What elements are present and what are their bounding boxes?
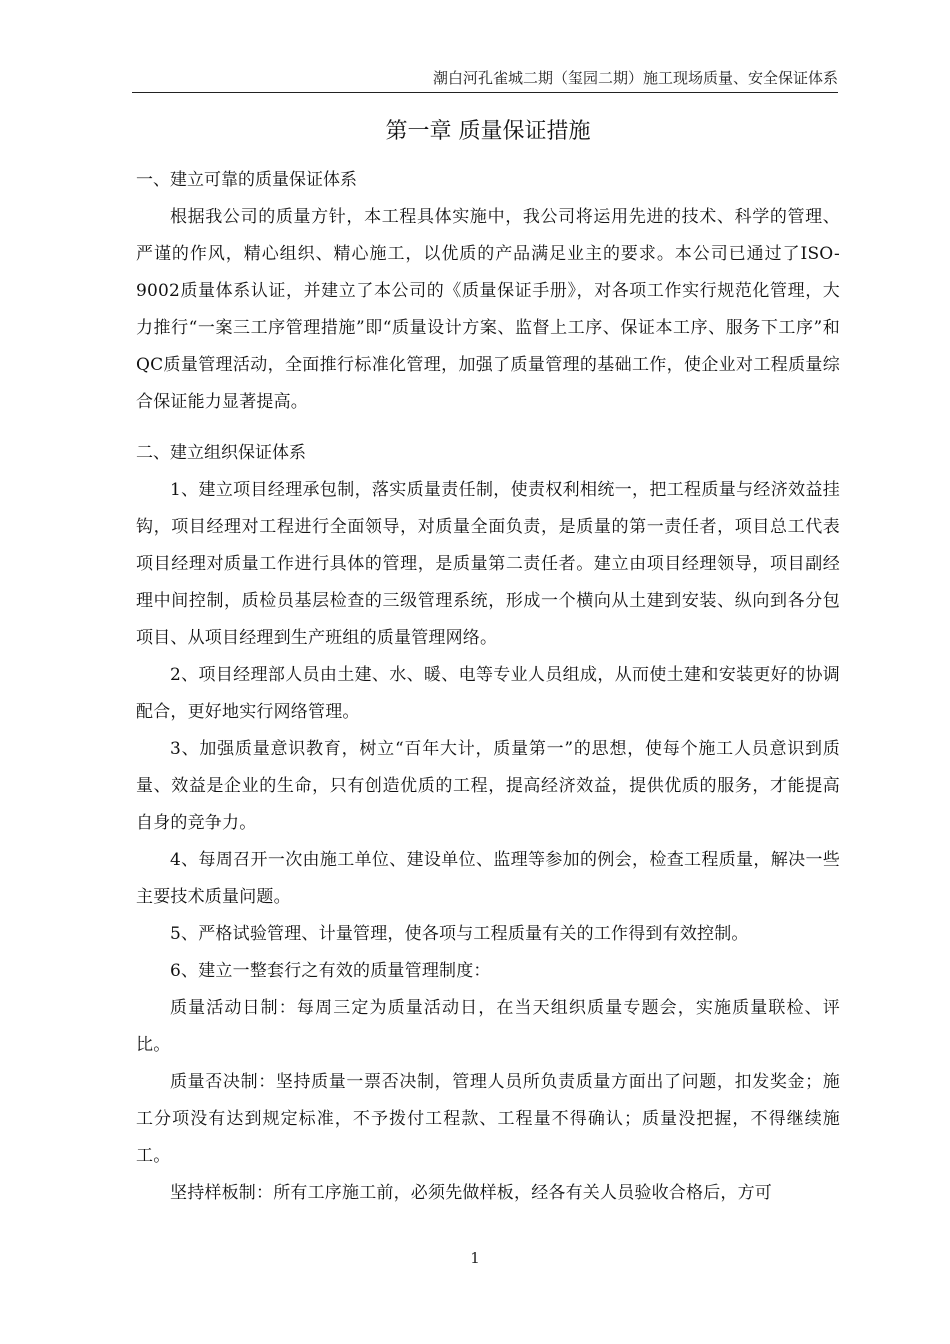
paragraph-quality-veto: 质量否决制：坚持质量一票否决制，管理人员所负责质量方面出了问题，扣发奖金；施工分项没有达到规定标准，不予拨付工程款、工程量不得确认；质量没把握，不得继续施工。 [136, 1072, 840, 1166]
section-heading-quality-system: 一、建立可靠的质量保证体系 [136, 170, 357, 190]
section-gap [136, 421, 840, 435]
paragraph: 根据我公司的质量方针，本工程具体实施中，我公司将运用先进的技术、科学的管理、严谨的作风，精心组织、精心施工，以优质的产品满足业主的要求。本公司已通过了ISO-9002质量体系认证，并建立了本公司的《质量保证手册》，对各项工作实行规范化管理，大力推行“一案三工序管理措施”即“质量设计方案、监督上工序、保证本工序、服务下工序”和QC质量管理活动，全面推行标准化管理，加强了质量管理的基础工作，使企业对工程质量综合保证能力显著提高。 [136, 207, 840, 412]
paragraph-sample-system: 坚持样板制：所有工序施工前，必须先做样板，经各有关人员验收合格后，方可 [170, 1183, 772, 1203]
paragraph-item-6: 6、建立一整套行之有效的质量管理制度： [170, 961, 491, 981]
page-number: 1 [470, 1249, 480, 1267]
document-body [136, 110, 840, 1212]
section-heading-organization-system: 二、建立组织保证体系 [136, 443, 306, 463]
chapter-title: 第一章 质量保证措施 [385, 119, 591, 144]
running-header: 潮白河孔雀城二期（玺园二期）施工现场质量、安全保证体系 [132, 66, 838, 93]
paragraph-item-2: 2、项目经理部人员由土建、水、暖、电等专业人员组成，从而使土建和安装更好的协调配合，更好地实行网络管理。 [136, 665, 840, 722]
paragraph-item-3: 3、加强质量意识教育，树立“百年大计，质量第一”的思想，使每个施工人员意识到质量、效益是企业的生命，只有创造优质的工程，提高经济效益，提供优质的服务，才能提高自身的竞争力。 [136, 739, 840, 833]
paragraph-quality-activity-day: 质量活动日制：每周三定为质量活动日，在当天组织质量专题会，实施质量联检、评比。 [136, 998, 840, 1055]
paragraph-item-4: 4、每周召开一次由施工单位、建设单位、监理等参加的例会，检查工程质量，解决一些主要技术质量问题。 [136, 850, 840, 907]
paragraph-item-5: 5、严格试验管理、计量管理，使各项与工程质量有关的工作得到有效控制。 [170, 924, 749, 944]
paragraph-item-1: 1、建立项目经理承包制，落实质量责任制，使责权利相统一，把工程质量与经济效益挂钩，项目经理对工程进行全面领导，对质量全面负责，是质量的第一责任者，项目总工代表项目经理对质量工作进行具体的管理，是质量第二责任者。建立由项目经理领导，项目副经理中间控制，质检员基层检查的三级管理系统，形成一个横向从土建到安装、纵向到各分包项目、从项目经理到生产班组的质量管理网络。 [136, 480, 840, 648]
